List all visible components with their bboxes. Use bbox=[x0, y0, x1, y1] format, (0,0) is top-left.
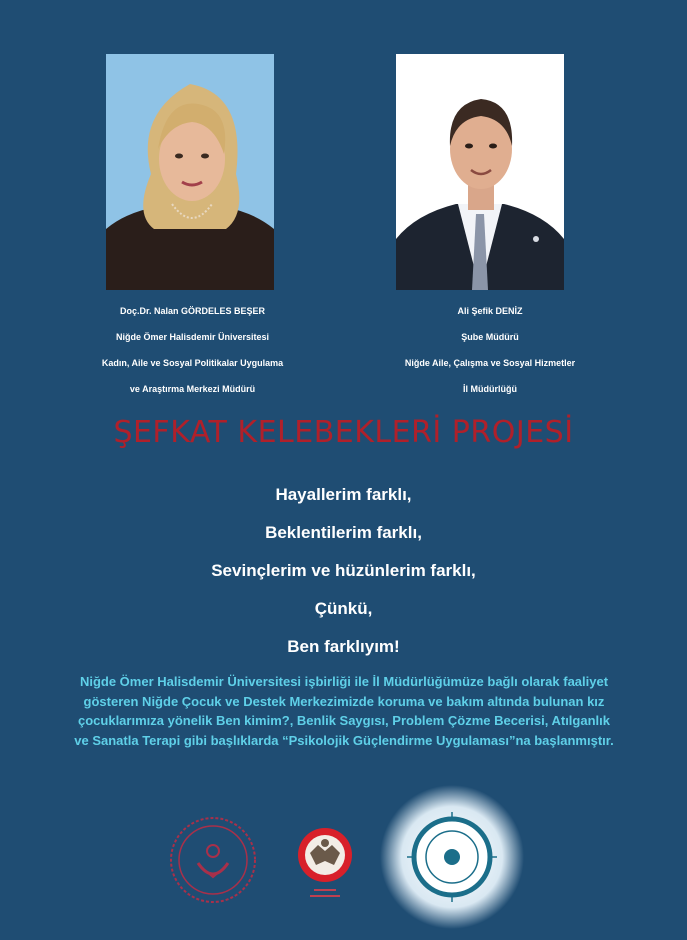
poem-line: Beklentilerim farklı, bbox=[265, 523, 422, 542]
right-person-caption bbox=[370, 298, 610, 402]
project-description: Niğde Ömer Halisdemir Üniversitesi işbirliği ile İl Müdürlüğümüze bağlı olarak faaliyet gösteren Niğde Çocuk ve Destek Merkezimizde koruma ve bakım altında bulunan kız çocuklarımıza yönelik Ben kimim?, Benlik Saygısı, Problem Çözme Becerisi, Atılganlık ve Sanatla Terapi gibi başlıklarda “Psikolojik Güçlendirme Uygulaması”na başlanmıştır. bbox=[74, 674, 614, 748]
portrait-left bbox=[106, 54, 274, 290]
left-person-line3: Kadın, Aile ve Sosyal Politikalar Uygulama bbox=[101, 358, 284, 368]
university-seal-icon bbox=[377, 782, 527, 932]
poem-line: Sevinçlerim ve hüzünlerim farklı, bbox=[211, 561, 476, 580]
portrait-right bbox=[396, 54, 564, 290]
poem-line: Hayallerim farklı, bbox=[275, 485, 412, 504]
left-person-caption bbox=[60, 298, 325, 402]
portrait-woman-icon bbox=[106, 54, 274, 290]
right-person-name: Ali Şefik DENİZ bbox=[457, 306, 523, 316]
right-person-line4: İl Müdürlüğü bbox=[463, 384, 517, 394]
nigde-governorship-emblem-icon bbox=[296, 815, 354, 905]
left-person-name: Doç.Dr. Nalan GÖRDELES BEŞER bbox=[119, 306, 266, 316]
portrait-man-icon bbox=[396, 54, 564, 290]
left-person-line4: ve Araştırma Merkezi Müdürü bbox=[129, 384, 256, 394]
ministry-emblem-icon bbox=[168, 815, 258, 905]
project-title: ŞEFKAT KELEBEKLERİ PROJESİ bbox=[113, 415, 574, 450]
poem-line: Ben farklıyım! bbox=[287, 637, 400, 656]
right-person-line3: Niğde Aile, Çalışma ve Sosyal Hizmetler bbox=[404, 358, 576, 368]
poem bbox=[0, 480, 687, 670]
right-person-line2: Şube Müdürü bbox=[461, 332, 519, 342]
poem-line: Çünkü, bbox=[314, 599, 373, 618]
left-person-line2: Niğde Ömer Halisdemir Üniversitesi bbox=[115, 332, 270, 342]
